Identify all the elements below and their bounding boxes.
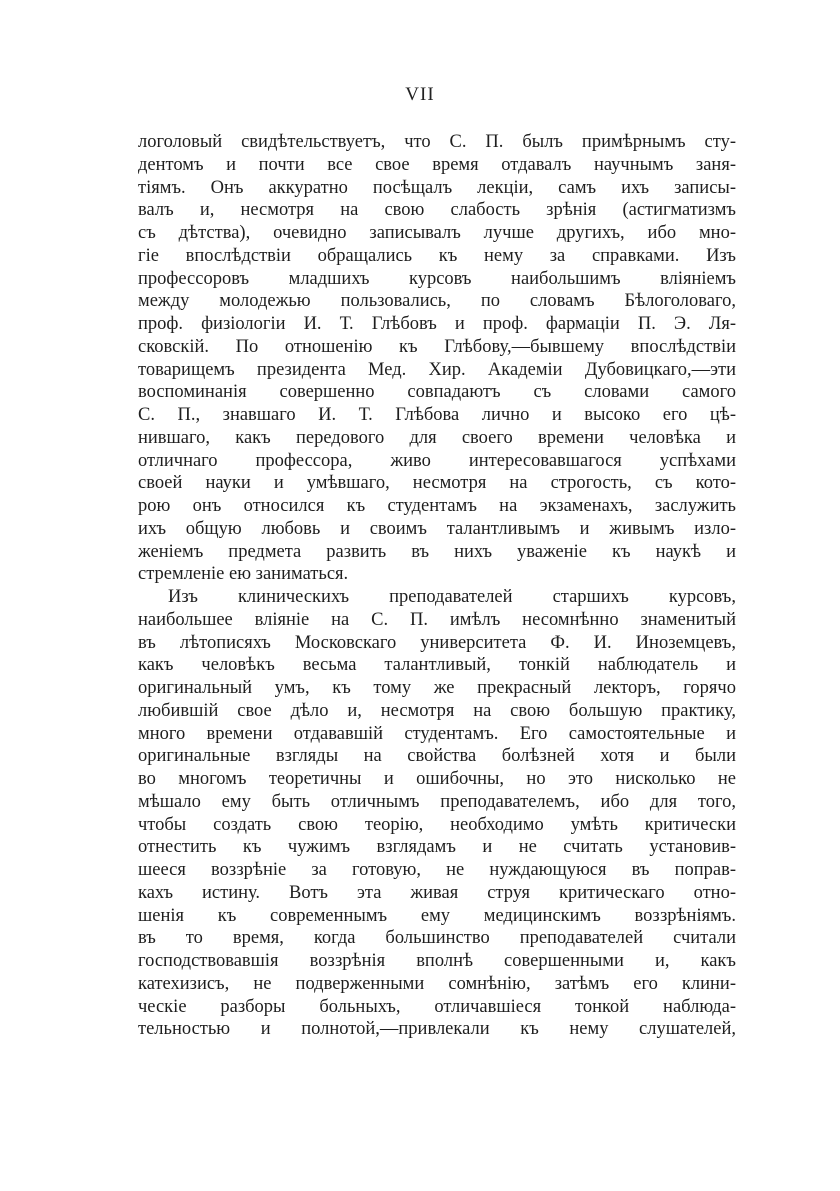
text-line: ихъ общую любовь и своимъ талантливымъ и живымъ изло- bbox=[138, 518, 736, 539]
text-line: какъ человѣкъ весьма талантливый, тонкій наблюдатель и bbox=[138, 655, 736, 676]
text-line: рою онъ относился къ студентамъ на экзаменахъ, заслужить bbox=[138, 496, 736, 516]
text-line: своей науки и умѣвшаго, несмотря на строгость, съ кото- bbox=[138, 473, 736, 494]
text-line: мѣшало ему быть отличнымъ преподавателемъ, ибо для того, bbox=[138, 791, 736, 812]
text-line: чтобы создать свою теорію, необходимо умѣть критически bbox=[138, 814, 736, 835]
text-line: оригинальный умъ, къ тому же прекрасный лекторъ, горячо bbox=[138, 678, 736, 698]
text-line: гіе впослѣдствіи обращались къ нему за справками. Изъ bbox=[138, 245, 736, 266]
text-line: С. П., знавшаго И. Т. Глѣбова лично и высоко его цѣ- bbox=[138, 405, 736, 425]
text-line: кахъ истину. Вотъ эта живая струя критическаго отно- bbox=[138, 882, 736, 903]
text-line: товарищемъ президента Мед. Хир. Академіи Дубовицкаго,—эти bbox=[138, 359, 736, 380]
text-line: нившаго, какъ передового для своего времени человѣка и bbox=[138, 427, 736, 448]
paragraph-1 bbox=[138, 131, 736, 586]
text-line: проф. физіологіи И. Т. Глѣбовъ и проф. фармаціи П. Э. Ля- bbox=[138, 314, 736, 334]
text-line: шенія къ современнымъ ему медицинскимъ воззрѣніямъ. bbox=[138, 905, 736, 926]
text-line: между молодежью пользовались, по словамъ Бѣлоголоваго, bbox=[138, 291, 736, 312]
text-line: логоловый свидѣтельствуетъ, что С. П. былъ примѣрнымъ сту- bbox=[138, 132, 736, 152]
text-line: сковскій. По отношенію къ Глѣбову,—бывшему впослѣдствіи bbox=[138, 336, 736, 357]
text-line: много времени отдававшій студентамъ. Его самостоятельные и bbox=[138, 723, 736, 744]
paragraph-2 bbox=[138, 586, 736, 1041]
text-line: стремленіе ею заниматься. bbox=[138, 564, 349, 585]
text-line: тіямъ. Онъ аккуратно посѣщалъ лекціи, самъ ихъ записы- bbox=[138, 177, 736, 198]
text-line: отличнаго профессора, живо интересовавшагося успѣхами bbox=[138, 450, 736, 471]
page-number: VII bbox=[405, 84, 435, 105]
text-line: любившій свое дѣло и, несмотря на свою большую практику, bbox=[138, 700, 736, 721]
text-line: наибольшее вліяніе на С. П. имѣлъ несомнѣнно знаменитый bbox=[138, 609, 736, 630]
text-line: женіемъ предмета развить въ нихъ уваженіе къ наукѣ и bbox=[138, 541, 736, 562]
text-line: въ то время, когда большинство преподавателей считали bbox=[138, 928, 736, 949]
text-line: во многомъ теоретичны и ошибочны, но это нисколько не bbox=[138, 769, 736, 789]
text-line: ческіе разборы больныхъ, отличавшіеся тонкой наблюда- bbox=[138, 996, 736, 1017]
text-line: Изъ клиническихъ преподавателей старшихъ курсовъ, bbox=[168, 587, 736, 607]
text-line: въ лѣтописяхъ Московскаго университета Ф. И. Иноземцевъ, bbox=[138, 632, 736, 653]
text-line: валъ и, несмотря на свою слабость зрѣнія (астигматизмъ bbox=[138, 200, 736, 221]
text-line: отнестить къ чужимъ взглядамъ и не считать установив- bbox=[138, 837, 736, 858]
text-line: съ дѣтства), очевидно записывалъ лучше другихъ, ибо мно- bbox=[138, 223, 736, 243]
body-text bbox=[138, 131, 736, 1041]
text-line: катехизисъ, не подверженными сомнѣнію, затѣмъ его клини- bbox=[138, 973, 736, 994]
text-line: профессоровъ младшихъ курсовъ наибольшимъ вліяніемъ bbox=[138, 268, 736, 289]
text-line: господствовавшія воззрѣнія вполнѣ совершенными и, какъ bbox=[138, 951, 736, 971]
text-line: оригинальные взгляды на свойства болѣзней хотя и были bbox=[138, 746, 736, 767]
text-line: воспоминанія совершенно совпадаютъ съ словами самого bbox=[138, 382, 736, 403]
text-line: тельностью и полнотой,—привлекали къ нему слушателей, bbox=[138, 1019, 736, 1040]
text-line: дентомъ и почти все свое время отдавалъ научнымъ заня- bbox=[138, 154, 736, 175]
text-line: шееся воззрѣніе за готовую, не нуждающуюся въ поправ- bbox=[138, 860, 736, 880]
